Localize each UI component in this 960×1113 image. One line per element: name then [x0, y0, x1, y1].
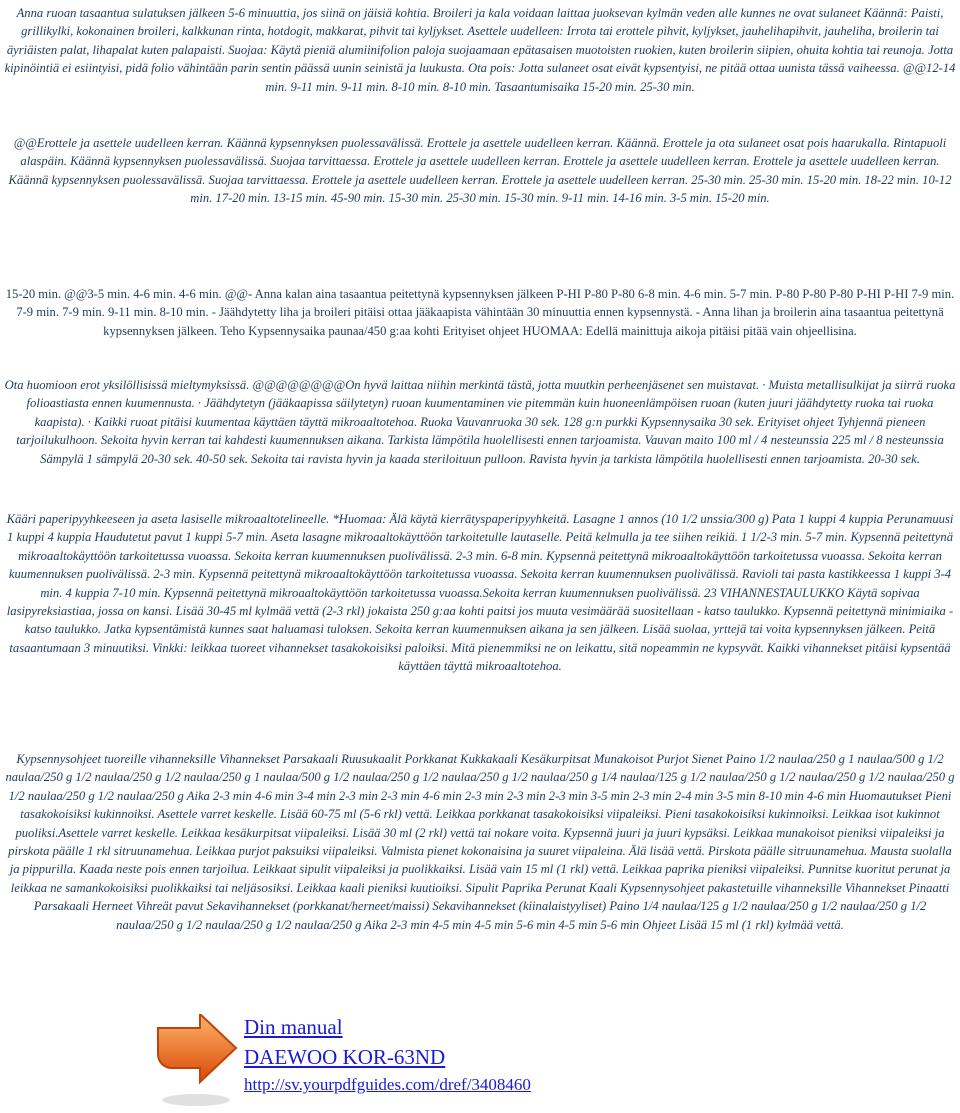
arrow-icon: [150, 1014, 238, 1110]
paragraph-defrost-steps: @@Erottele ja asettele uudelleen kerran. Käännä kypsennyksen puolessavälissä. Erottele ja asettele uudelleen kerran. Käännä. Erottele ja ota sulaneet osat pois haarukalla. Rintapuoli alaspäin. Käännä kypsennyksen puolessavälissä. Suojaa tarvittaessa. Erottele ja asettele uudelleen kerran. Erottele ja asettele uudelleen kerran. Erottele ja asettele uudelleen kerran. Käännä kypsennyksen puolessavälissä. Suojaa tarvittaessa. Erottele ja asettele uudelleen kerran. Erottele ja asettele uudelleen kerran. 25-30 min. 25-30 min. 15-20 min. 18-22 min. 10-12 min. 17-20 min. 13-15 min. 45-90 min. 15-30 min. 25-30 min. 15-30 min. 9-11 min. 14-16 min. 3-5 min. 15-20 min.: [8, 136, 952, 206]
paragraph-vegetable-table: Kääri paperipyyhkeeseen ja aseta lasiselle mikroaaltotelineelle. *Huomaa: Älä käytä kierrätyspaperipyyhkeitä. Lasagne 1 annos (10 1/2 unssia/300 g) Pata 1 kuppi 4 kuppia Perunamuusi 1 kuppi 4 kuppia Haudutetut pavut 1 kuppi 5-7 min. Aseta lasagne mikroaaltokäyttöön tarkoitetulle lautaselle. Peitä kelmulla ja tee siihen reikiä. 1 1/2-3 min. 5-7 min. Kypsennä peitettynä mikroaaltokäyttöön tarkoitetussa vuoassa. Sekoita kerran kuumennuksen puolivälissä. 2-3 min. 6-8 min. Kypsennä peitettynä mikroaaltokäyttöön tarkoitetussa vuoassa. Sekoita kerran kuumennuksen puolivälissä. 2-3 min. Kypsennä peitettynä mikroaaltokäyttöön tarkoitetussa vuoassa. Sekoita kerran kuumennuksen puolivälissä. Ravioli tai pasta kastikkeessa 1 kuppi 3-4 min. 4 kuppia 7-10 min. Kypsennä peitettynä mikroaaltokäyttöön tarkoitetussa vuoassa.Sekoita kerran kuumennuksen puolivälissä. 23 VIHANNESTAULUKKO Käytä sopivaa lasipyreksiastiaa, jossa on kansi. Lisää 30-45 ml kylmää vettä (2-3 rkl) jokaista 250 g:aa kohti paitsi jos muuta vesimäärää suositellaan - katso taulukko. Kypsennä peitettynä minimiaika - katso taulukko. Jatka kypsentämistä kunnes saat haluamasi tuloksen. Sekoita kerran kuumennuksen aikana ja sen jälkeen. Lisää suolaa, yrttejä tai voita kypsennyksen jälkeen. Peitä tasaantumaan 3 minuutiksi. Vinkki: leikkaa tuoreet vihannekset tasakokoisiksi paloiksi. Mitä pienemmiksi ne on leikattu, sitä nopeammin ne kypsyvät. Kaikki vihannekset pitäisi kypsentää käyttäen täyttä mikroaaltotehoa.: [6, 512, 954, 674]
paragraph-fresh-vegetables: Kypsennysohjeet tuoreille vihanneksille Vihannekset Parsakaali Ruusukaalit Porkkanat Kukkakaali Kesäkurpitsat Munakoisot Purjot Sienet Paino 1/2 naulaa/250 g 1 naulaa/500 g 1/2 naulaa/250 g 1/2 naulaa/250 g 1/2 naulaa/250 g 1 naulaa/500 g 1/2 naulaa/250 g 1/2 naulaa/250 g 1/2 naulaa/250 g 1/4 naulaa/125 g 1/2 naulaa/250 g 1/2 naulaa/250 g 1/2 naulaa/250 g 1/2 naulaa/250 g 1/2 naulaa/250 g Aika 2-3 min 4-6 min 3-4 min 2-3 min 2-3 min 4-6 min 2-3 min 2-3 min 2-3 min 3-5 min 2-3 min 2-4 min 3-5 min 8-10 min 4-6 min Huomautukset Pieni tasakokoisiksi kukinnoiksi. Asettele varret keskelle. Lisää 60-75 ml (5-6 rkl) vettä. Leikkaa porkkanat tasakokoisiksi viipaleiksi. Pieni tasakokoisiksi kukinnoiksi. Leikkaa isot kukinnot puoliksi.Asettele varret keskelle. Leikkaa kesäkurpitsat viipaleiksi. Lisää 30 ml (2 rkl) vettä tai nokare voita. Kypsennä juuri ja juuri kypsäksi. Leikkaa munakoisot pieniksi viipaleiksi ja pirskota päälle 1 rkl sitruunamehua. Leikkaa purjot paksuiksi viipaleiksi. Valmista pienet kokonaisina ja suuret viipaleina. Älä lisää vettä. Pirskota päälle sitruunamehua. Mausta suolalla ja pippurilla. Kaada neste pois ennen tarjoilua. Leikkaat sipulit viipaleiksi ja puolikkaiksi. Lisää vain 15 ml (1 rkl) vettä. Leikkaa paprika pieniksi viipaleiksi. Punnitse kuoritut perunat ja leikkaa ne samankokoisiksi puolikkaiksi tai neljäsosiksi. Leikkaa kaali pieniksi kuutioiksi. Sipulit Paprika Perunat Kaali Kypsennysohjeet pakastetuille vihanneksille Vihannekset Pinaatti Parsakaali Herneet Vihreät pavut Sekavihannekset (porkkanat/herneet/maissi) Sekavihannekset (kiinalaistyyliset) Paino 1/4 naulaa/125 g 1/2 naulaa/250 g 1/2 naulaa/250 g 1/2 naulaa/250 g 1/2 naulaa/250 g 1/2 naulaa/250 g Aika 2-3 min 4-5 min 4-5 min 5-6 min 4-5 min 5-6 min Ohjeet Lisää 15 ml (1 rkl) kylmää vettä.: [5, 752, 955, 932]
paragraph-thawing-tips: Anna ruoan tasaantua sulatuksen jälkeen 5-6 minuuttia, jos siinä on jäisiä kohtia. Broileri ja kala voidaan laittaa juoksevan kylmän veden alle kunnes ne ovat sulaneet Käännä: Paisti, grillikylki, kokonainen broileri, kalkkunan rinta, hotdogit, makkarat, pihvit tai kyljykset. Asettele uudelleen: Irrota tai erottele pihvit, kyljykset, jauhelihapihvit, jauheliha, broilerin tai äyriäisten palat, lihapalat kuten palapaisti. Suojaa: Käytä pieniä alumiinifolion paloja suojaamaan epätasaisen muotoisten ruokien, kuten broilerin siipien, ohuita kohtia tai reunoja. Jotta kipinöintiä ei esiintyisi, pidä folio vähintään parin sentin päässä uunin seinistä ja luukusta. Ota pois: Jotta sulaneet osat eivät kypsentyisi, ne pitää ottaa uunista tässä vaiheessa. @@12-14 min. 9-11 min. 9-11 min. 8-10 min. 8-10 min. Tasaantumisaika 15-20 min. 25-30 min.: [4, 6, 956, 94]
url-link[interactable]: http://sv.yourpdfguides.com/dref/3408460: [244, 1075, 531, 1094]
paragraph-reheating: Ota huomioon erot yksilöllisissä mieltymyksissä. @@@@@@@@On hyvä laittaa niihin merkintä tästä, jotta muutkin perheenjäsenet sen muistavat. · Muista metallisulkijat ja siirrä ruoka folioastiasta ennen kuumennusta. · Jäähdytetyn (jääkaapissa säilytetyn) ruoan kuumentaminen vie pitemmän kuin huoneenlämpöisen ruoan (kuten juuri jäähdytetty ruoka tai ruoka kaapista). · Kaikki ruoat pitäisi kuumentaa käyttäen täyttä mikroaaltotehoa. Ruoka Vauvanruoka 30 sek. 128 g:n purkki Kypsennysaika 30 sek. Erityiset ohjeet Tyhjennä pieneen tarjoilukulhoon. Sekoita hyvin kerran tai kahdesti kuumennuksen aikana. Tarkista lämpötila huolellisesti ennen tarjoamista. Vauvan maito 100 ml / 4 nesteunssia 225 ml / 8 nesteunssia Sämpylä 1 sämpylä 20-30 sek. 40-50 sek. Sekoita tai ravista hyvin ja kaada steriloituun pulloon. Ravista hyvin ja tarkista lämpötila huolellisesti ennen tarjoamista. 20-30 sek.: [4, 378, 956, 466]
model-link[interactable]: DAEWOO KOR-63ND: [244, 1045, 446, 1069]
manual-link[interactable]: Din manual: [244, 1015, 343, 1039]
footer-links: [150, 1012, 750, 1112]
paragraph-cooking-times: 15-20 min. @@3-5 min. 4-6 min. 4-6 min. @@- Anna kalan aina tasaantua peitettynä kypsennyksen jälkeen P-HI P-80 P-80 6-8 min. 4-6 min. 5-7 min. P-80 P-80 P-80 P-HI P-HI 7-9 min. 7-9 min. 7-9 min. 9-11 min. 8-10 min. - Jäähdytetty liha ja broileri pitäisi ottaa jääkaapista vähintään 30 minuuttia ennen kypsennystä. - Anna lihan ja broilerin aina tasaantua peitettynä kypsennyksen jälkeen. Teho Kypsennysaika paunaa/450 g:aa kohti Erityiset ohjeet HUOMAA: Edellä mainittuja aikoja pitäisi pitää vain ohjeellisina.: [5, 287, 955, 338]
